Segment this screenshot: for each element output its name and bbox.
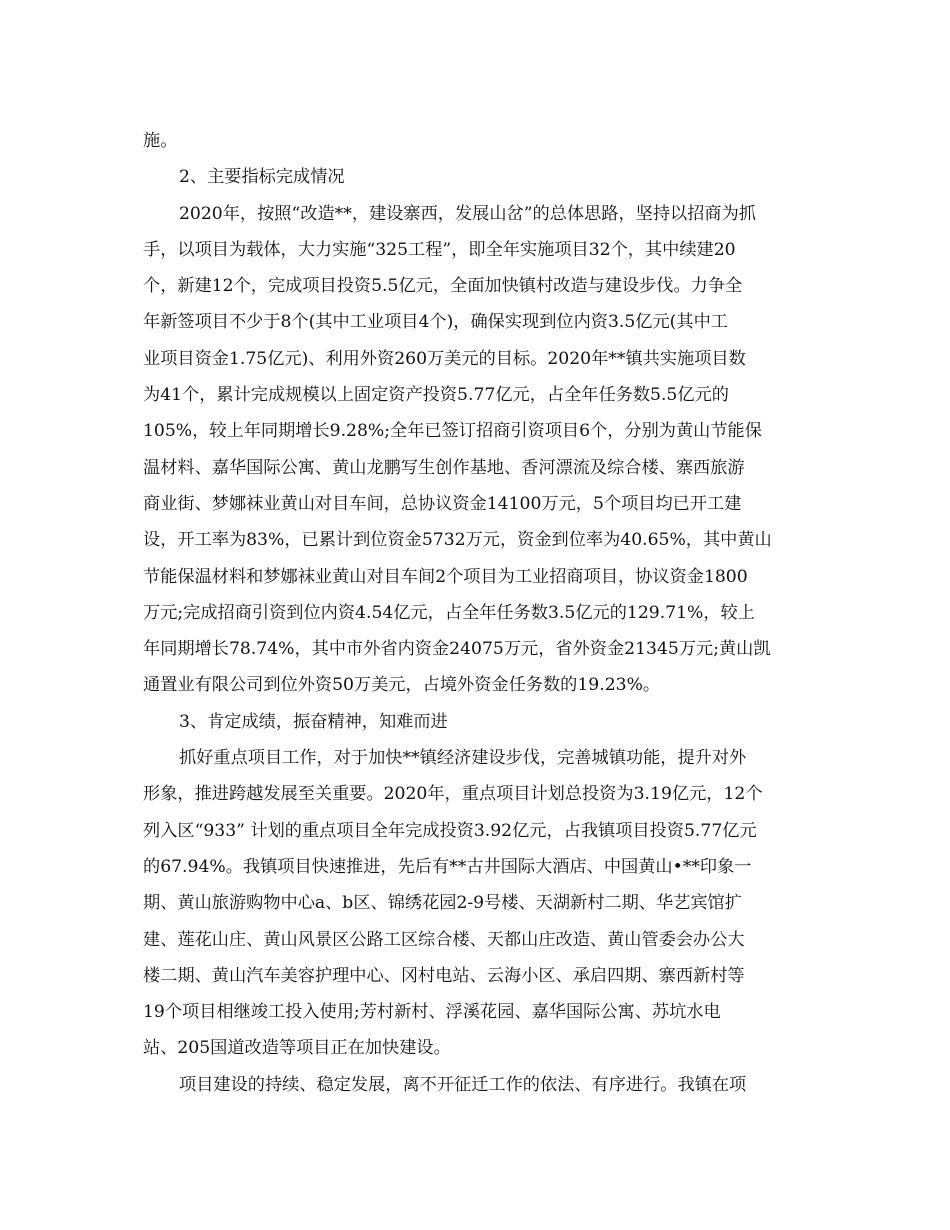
- text-line: 年同期增长78.74%，其中市外省内资金24075万元，省外资金21345万元;黄山凯: [143, 639, 771, 660]
- text-line: 通置业有限公司到位外资50万美元，占境外资金任务数的19.23%。: [143, 675, 661, 696]
- text-line: 万元;完成招商引资到位内资4.54亿元，占全年任务数3.5亿元的129.71%，较上: [143, 602, 755, 623]
- text-line: 节能保温材料和梦娜袜业黄山对目车间2个项目为工业招商项目，协议资金1800: [143, 566, 748, 587]
- text-line: 商业街、梦娜袜业黄山对目车间，总协议资金14100万元，5个项目均已开工建: [143, 493, 742, 514]
- text-line: 年新签项目不少于8个(其中工业项目4个)，确保实现到位内资3.5亿元(其中工: [143, 312, 728, 333]
- text-line: 的67.94%。我镇项目快速推进，先后有**古井国际大酒店、中国黄山•**印象一: [143, 856, 752, 877]
- text-line: 期、黄山旅游购物中心a、b区、锦绣花园2-9号楼、天湖新村二期、华艺宾馆扩: [143, 893, 742, 914]
- text-line: 105%，较上年同期增长9.28%;全年已签订招商引资项目6个，分别为黄山节能保: [143, 421, 762, 442]
- text-line: 2020年，按照“改造**，建设寨西，发展山岔”的总体思路，坚持以招商为抓: [179, 203, 756, 224]
- text-line: 2、主要指标完成情况: [179, 167, 345, 188]
- text-line: 项目建设的持续、稳定发展，离不开征迁工作的依法、有序进行。我镇在项: [179, 1074, 747, 1095]
- text-line: 抓好重点项目工作，对于加快**镇经济建设步伐，完善城镇功能，提升对外: [179, 748, 747, 769]
- text-line: 列入区“933” 计划的重点项目全年完成投资3.92亿元，占我镇项目投资5.77亿元: [143, 820, 757, 841]
- text-line: 19个项目相继竣工投入使用;芳村新村、浮溪花园、嘉华国际公寓、苏坑水电: [143, 1002, 721, 1023]
- text-line: 施。: [143, 131, 178, 151]
- text-line: 楼二期、黄山汽车美容护理中心、冈村电站、云海小区、承启四期、寨西新村等: [143, 965, 745, 986]
- text-line: 个，新建12个，完成项目投资5.5亿元，全面加快镇村改造与建设步伐。力争全: [143, 276, 743, 297]
- text-line: 形象，推进跨越发展至关重要。2020年，重点项目计划总投资为3.19亿元，12个: [143, 784, 763, 805]
- body-text: [143, 123, 811, 1103]
- text-line: 3、肯定成绩，振奋精神，知难而进: [179, 711, 448, 732]
- text-line: 为41个，累计完成规模以上固定资产投资5.77亿元，占全年任务数5.5亿元的: [143, 385, 729, 406]
- text-line: 业项目资金1.75亿元)、利用外资260万美元的目标。2020年**镇共实施项目数: [143, 348, 746, 369]
- text-line: 温材料、嘉华国际公寓、黄山龙鹏写生创作基地、香河漂流及综合楼、寨西旅游: [143, 457, 745, 478]
- text-line: 建、莲花山庄、黄山风景区公路工区综合楼、天都山庄改造、黄山管委会办公大: [143, 929, 745, 950]
- text-line: 站、205国道改造等项目正在加快建设。: [143, 1038, 451, 1059]
- text-line: 手，以项目为载体，大力实施“325工程”，即全年实施项目32个，其中续建20: [143, 239, 736, 260]
- text-line: 设，开工率为83%，已累计到位资金5732万元，资金到位率为40.65%，其中黄山: [143, 530, 772, 551]
